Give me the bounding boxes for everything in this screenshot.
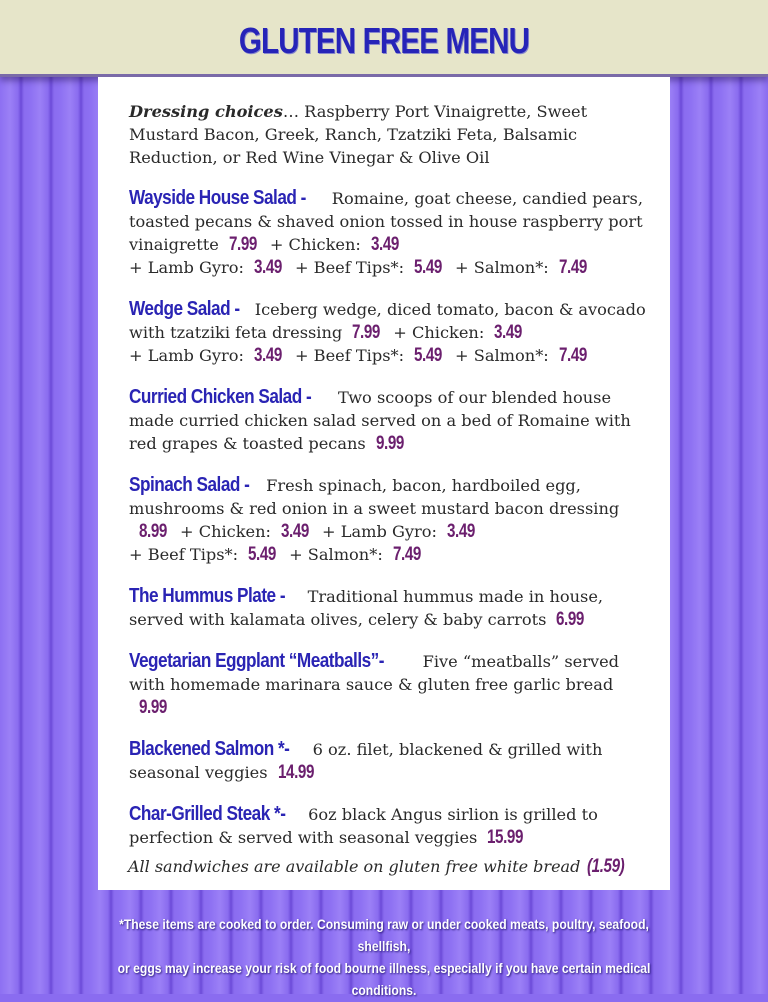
item-description: Two scoops of our blended house made curried chicken salad served on a bed of Romaine with red grapes & toasted pecans	[129, 388, 631, 453]
menu-content	[129, 100, 649, 868]
item-price: 15.99	[487, 827, 524, 848]
menu-item-wayside-house-salad	[129, 187, 649, 279]
item-name: Spinach Salad -	[129, 474, 250, 496]
item-name: The Hummus Plate -	[129, 585, 286, 607]
note-text: All sandwiches are available on gluten free white bread	[127, 857, 581, 876]
addon-price: 7.49	[558, 257, 587, 278]
addon-label: + Beef Tips*:	[294, 258, 405, 277]
item-price: 14.99	[277, 762, 314, 783]
addon-label: + Lamb Gyro:	[322, 522, 437, 541]
item-name: Curried Chicken Salad -	[129, 386, 312, 408]
header-banner	[0, 0, 768, 77]
item-name: Char-Grilled Steak *-	[129, 803, 286, 825]
addon-price: 5.49	[414, 257, 443, 278]
addon-price: 3.49	[370, 234, 399, 255]
addon-label: + Beef Tips*:	[129, 545, 239, 564]
menu-item-wedge-salad	[129, 298, 649, 367]
item-description: Romaine, goat cheese, candied pears, toasted pecans & shaved onion tossed in house raspberry port vinaigrette	[129, 189, 643, 254]
page-title: GLUTEN FREE MENU	[238, 20, 530, 61]
sandwich-note	[98, 856, 670, 878]
disclaimer-line-1: *These items are cooked to order. Consuming raw or under cooked meats, poultry, seafood, shellfish,	[119, 917, 649, 954]
addon-price: 3.49	[281, 521, 310, 542]
item-name: Blackened Salmon *-	[129, 738, 290, 760]
addon-price: 3.49	[446, 521, 475, 542]
dressing-choices	[129, 100, 649, 169]
addon-label: + Chicken:	[179, 522, 272, 541]
addon-label: + Salmon*:	[455, 258, 549, 277]
addon-label: + Lamb Gyro:	[129, 258, 244, 277]
item-name: Wayside House Salad -	[129, 187, 306, 209]
menu-item-hummus-plate	[129, 585, 649, 631]
dressing-text: … Raspberry Port Vinaigrette, Sweet Mustard Bacon, Greek, Ranch, Tzatziki Feta, Balsamic Reduction, or Red Wine Vinegar & Olive Oil	[129, 102, 588, 167]
dressing-label: Dressing choices	[129, 102, 283, 121]
addon-price: 3.49	[253, 257, 282, 278]
menu-item-char-grilled-steak	[129, 803, 649, 849]
note-price: (1.59)	[587, 856, 625, 877]
item-description: Traditional hummus made in house, served with kalamata olives, celery & baby carrots	[129, 587, 604, 629]
item-description: Fresh spinach, bacon, hardboiled egg, mushrooms & red onion in a sweet mustard bacon dressing	[129, 476, 620, 518]
addon-price: 5.49	[248, 544, 277, 565]
item-price: 6.99	[556, 609, 585, 630]
menu-item-eggplant-meatballs	[129, 650, 649, 719]
addon-price: 7.49	[558, 345, 587, 366]
addon-price: 3.49	[494, 322, 523, 343]
item-description: Five “meatballs” served with homemade marinara sauce & gluten free garlic bread	[129, 652, 620, 694]
item-name: Vegetarian Eggplant “Meatballs”-	[129, 650, 384, 672]
addon-price: 7.49	[392, 544, 421, 565]
addon-label: + Salmon*:	[289, 545, 383, 564]
addon-label: + Chicken:	[393, 323, 485, 342]
menu-item-spinach-salad	[129, 474, 649, 566]
addon-label: + Beef Tips*:	[294, 346, 405, 365]
item-price: 7.99	[228, 234, 257, 255]
menu-item-blackened-salmon	[129, 738, 649, 784]
addon-label: + Lamb Gyro:	[129, 346, 244, 365]
addon-price: 3.49	[253, 345, 282, 366]
menu-item-curried-chicken-salad	[129, 386, 649, 455]
item-description: Iceberg wedge, diced tomato, bacon & avocado with tzatziki feta dressing	[129, 300, 646, 342]
item-price: 9.99	[375, 433, 404, 454]
food-safety-disclaimer	[80, 914, 688, 1002]
addon-price: 5.49	[414, 345, 443, 366]
item-price: 9.99	[139, 697, 167, 718]
item-price: 8.99	[139, 521, 167, 542]
item-description: 6 oz. filet, blackened & grilled with seasonal veggies	[129, 740, 603, 782]
disclaimer-line-2: or eggs may increase your risk of food bourne illness, especially if you have certain medical conditions.	[117, 961, 651, 998]
addon-label: + Chicken:	[269, 235, 361, 254]
item-description: 6oz black Angus sirlion is grilled to perfection & served with seasonal veggies	[129, 805, 598, 847]
item-price: 7.99	[352, 322, 381, 343]
addon-label: + Salmon*:	[455, 346, 549, 365]
item-name: Wedge Salad -	[129, 298, 240, 320]
